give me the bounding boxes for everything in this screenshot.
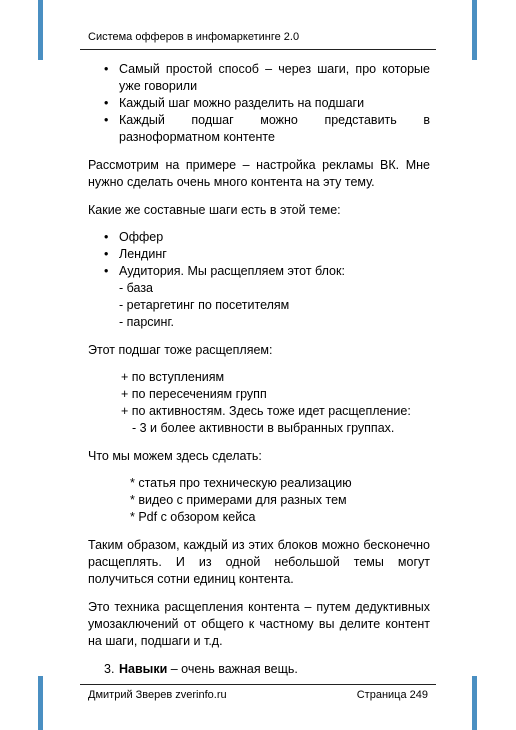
paragraph: Этот подшаг тоже расщепляем: [88,343,273,357]
item-bold-label: Навыки [119,662,168,676]
footer-page-number: Страница 249 [356,689,428,701]
top-left-bar [38,0,43,60]
plus-item: + по вступлениям [121,370,225,384]
list-item: • Каждый шаг можно разделить на подшаги [88,95,430,112]
star-item: * статья про техническую реализацию [130,476,352,490]
sub-item: - ретаргетинг по посетителям [119,298,290,312]
item-number: 3. [104,662,115,676]
top-right-bar [472,0,477,60]
list-item [88,263,430,331]
bottom-left-bar [38,676,43,730]
footer-author: Дмитрий Зверев zverinfo.ru [88,689,227,701]
header-rule [80,49,436,50]
footer-rule [80,684,436,685]
bullet-list-1 [88,61,430,146]
list-item-label: Аудитория. Мы расщепляем этот блок: [119,264,345,278]
paragraph: Какие же составные шаги есть в этой теме: [88,203,341,217]
plus-item: + по пересечениям групп [121,387,267,401]
list-item: • Лендинг [88,246,430,263]
list-item: • Каждый подшаг можно представить в разноформатном контенте [88,112,430,146]
star-item: * видео с примерами для разных тем [130,493,347,507]
star-list [88,475,430,526]
list-item: • Самый простой способ – через шаги, про которые уже говорили [88,61,430,95]
plus-sub-item: - 3 и более активности в выбранных группах. [132,421,395,435]
paragraph: Рассмотрим на примере – настройка рекламы ВК. Мне нужно сделать очень много контента на эту тему. [88,158,430,189]
numbered-item [88,661,430,678]
paragraph: Это техника расщепления контента – путем дедуктивных умозаключений от общего к частному вы делите контент на шаги, подшаги и т.д. [88,600,430,648]
list-item: • Оффер [88,229,430,246]
sub-item: - база [119,281,154,295]
plus-item: + по активностям. Здесь тоже идет расщепление: [121,404,411,418]
plus-list [88,369,430,437]
paragraph: Что мы можем здесь сделать: [88,449,262,463]
paragraph: Таким образом, каждый из этих блоков можно бесконечно расщеплять. И из одной небольшой темы могут получиться сотни единиц контента. [88,538,430,586]
bullet-list-2 [88,229,430,331]
sub-item: - парсинг. [119,315,174,329]
item-text: – очень важная вещь. [167,662,298,676]
bottom-right-bar [472,676,477,730]
star-item: * Pdf с обзором кейса [130,510,256,524]
page-body [88,61,430,678]
header-title: Система офферов в инфомаркетинге 2.0 [88,31,300,43]
